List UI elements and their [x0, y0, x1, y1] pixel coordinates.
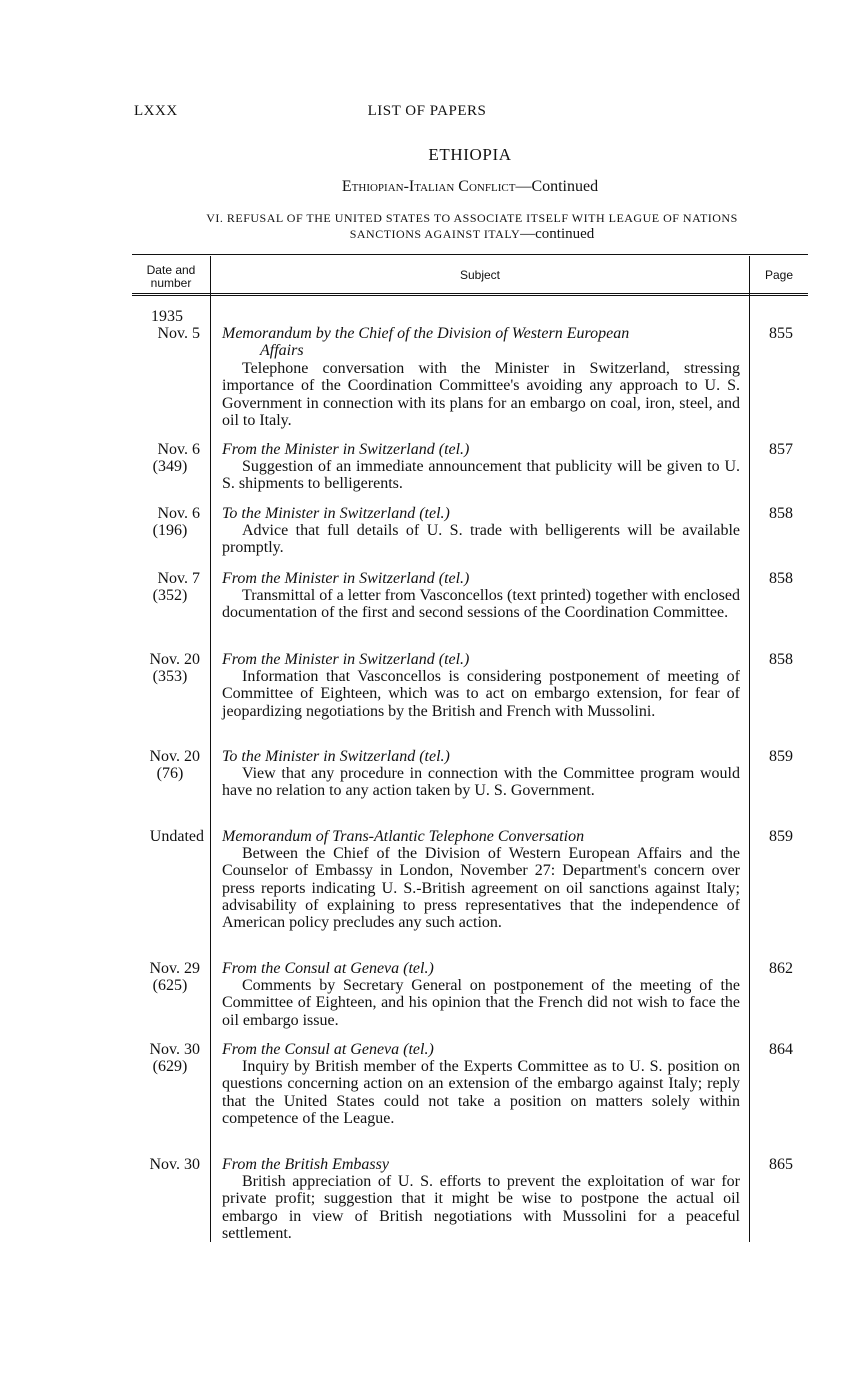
- page-column-divider: [749, 256, 750, 1242]
- table-top-rule: [132, 254, 808, 255]
- entry-number: (76): [156, 765, 184, 782]
- entry-number: (625): [152, 977, 188, 994]
- table-header-rule-2: [132, 295, 808, 296]
- entry-description: Information that Vasconcellos is considering postponement of meeting of Committee of Eighteen, which was to act on embargo extension, for fear of jeopardizing negotiations by the British and French with Mussolini.: [222, 668, 740, 720]
- entry-page: 859: [769, 748, 793, 765]
- entry-title-line2: Affairs: [260, 342, 304, 359]
- table-row-date: [128, 748, 206, 782]
- entry-number: (353): [152, 668, 188, 685]
- conflict-subtitle: [0, 178, 854, 196]
- entry-date: Nov. 5: [157, 325, 200, 342]
- entry-description: Between the Chief of the Division of Western European Affairs and the Counselor of Embassy in London, November 27: Department's concern over press reports indicating U. S.-British agreement on oil sanctions against Italy; advisability of explaining to press representatives that the independence of American policy precludes any such action.: [222, 845, 740, 932]
- column-header-date: [132, 264, 210, 290]
- entry-date: Undated: [149, 828, 204, 845]
- entry-description: Advice that full details of U. S. trade with belligerents will be available promptly.: [222, 522, 740, 557]
- entry-date: Nov. 6: [157, 505, 200, 522]
- entry-page: 855: [769, 325, 793, 342]
- column-header-date-line1: Date and: [146, 263, 196, 277]
- entry-title: Memorandum of Trans-Atlantic Telephone Conversation: [222, 828, 585, 845]
- entry-page: 858: [769, 505, 793, 522]
- entry-number: (352): [152, 587, 188, 604]
- section-heading: [134, 210, 810, 242]
- entry-title: From the Minister in Switzerland (tel.): [222, 570, 470, 587]
- entry-number: (196): [152, 522, 188, 539]
- entry-title: From the British Embassy: [222, 1156, 389, 1173]
- entry-description: View that any procedure in connection with the Committee program would have no relation to any action taken by U. S. Government.: [222, 765, 740, 800]
- entry-title: From the Consul at Geneva (tel.): [222, 960, 434, 977]
- entry-title: From the Minister in Switzerland (tel.): [222, 651, 470, 668]
- table-row-date: [128, 1156, 206, 1173]
- entry-page: 859: [769, 828, 793, 845]
- conflict-subtitle-continued: —Continued: [515, 178, 599, 195]
- column-header-date-line2: number: [150, 276, 192, 290]
- entry-date: Nov. 6: [157, 441, 200, 458]
- entry-description: Inquiry by British member of the Experts Committee as to U. S. position on questions concerning action on an extension of the embargo against Italy; reply that the United States could not take a position on matters solely within competence of the League.: [222, 1058, 740, 1127]
- table-row-date: [128, 960, 206, 994]
- table-row-date: [128, 441, 206, 475]
- entry-title: From the Minister in Switzerland (tel.): [222, 441, 470, 458]
- entry-title: From the Consul at Geneva (tel.): [222, 1041, 434, 1058]
- entry-description: British appreciation of U. S. efforts to prevent the exploitation of war for private profit; suggestion that it might be wise to postpone the actual oil embargo in view of British negotiations with Mussolini for a peaceful settlement.: [222, 1173, 740, 1242]
- entry-page: 858: [769, 570, 793, 587]
- entry-page: 864: [769, 1041, 793, 1058]
- entry-date: Nov. 20: [149, 651, 200, 668]
- section-heading-line2: SANCTIONS AGAINST ITALY: [349, 227, 521, 241]
- running-title: LIST OF PAPERS: [367, 103, 487, 119]
- table-row-date: [128, 651, 206, 685]
- entry-page: 858: [769, 651, 793, 668]
- table-row-date: [128, 570, 206, 604]
- entry-date: Nov. 30: [149, 1156, 200, 1173]
- entry-description: Comments by Secretary General on postponement of the meeting of the Committee of Eighteen, and his opinion that the French did not wish to face the oil embargo issue.: [222, 977, 740, 1029]
- country-heading: ETHIOPIA: [428, 145, 512, 164]
- entry-date: Nov. 7: [157, 570, 200, 587]
- entry-page: 862: [769, 960, 793, 977]
- entry-page: 857: [769, 441, 793, 458]
- entry-title: To the Minister in Switzerland (tel.): [222, 748, 450, 765]
- column-header-subject: Subject: [459, 268, 501, 282]
- entry-description: Transmittal of a letter from Vasconcellos (text printed) together with enclosed documentation of the first and second sessions of the Coordination Committee.: [222, 587, 740, 622]
- year-label: 1935: [151, 308, 183, 325]
- table-row-date: [128, 1041, 206, 1075]
- entry-description: Suggestion of an immediate announcement that publicity will be given to U. S. shipments to belligerents.: [222, 458, 740, 493]
- entry-title: [222, 325, 744, 359]
- entry-date: Nov. 20: [149, 748, 200, 765]
- table-row-date: [128, 828, 206, 845]
- section-heading-line1: VI. REFUSAL OF THE UNITED STATES TO ASSOCIATE ITSELF WITH LEAGUE OF NATIONS: [206, 211, 738, 225]
- entry-number: (349): [152, 458, 188, 475]
- entry-number: (629): [152, 1058, 188, 1075]
- date-column-divider: [210, 256, 211, 1242]
- entry-page: 865: [769, 1156, 793, 1173]
- entry-title-line1: Memorandum by the Chief of the Division of Western European: [222, 325, 630, 342]
- entry-date: Nov. 30: [149, 1041, 200, 1058]
- table-row-date: [128, 325, 206, 342]
- entry-title: To the Minister in Switzerland (tel.): [222, 505, 450, 522]
- roman-page-number: LXXX: [134, 103, 178, 119]
- column-header-page: Page: [764, 268, 794, 282]
- conflict-subtitle-name: Ethiopian-Italian Conflict: [341, 178, 516, 195]
- entry-description: Telephone conversation with the Minister in Switzerland, stressing importance of the Coordination Committee's avoiding any approach to U. S. Government in connection with its plans for an embargo on coal, iron, steel, and oil to Italy.: [222, 360, 740, 429]
- table-row-date: [128, 505, 206, 539]
- section-heading-continued: —continued: [520, 226, 595, 242]
- table-header-rule: [132, 293, 808, 294]
- entry-date: Nov. 29: [149, 960, 200, 977]
